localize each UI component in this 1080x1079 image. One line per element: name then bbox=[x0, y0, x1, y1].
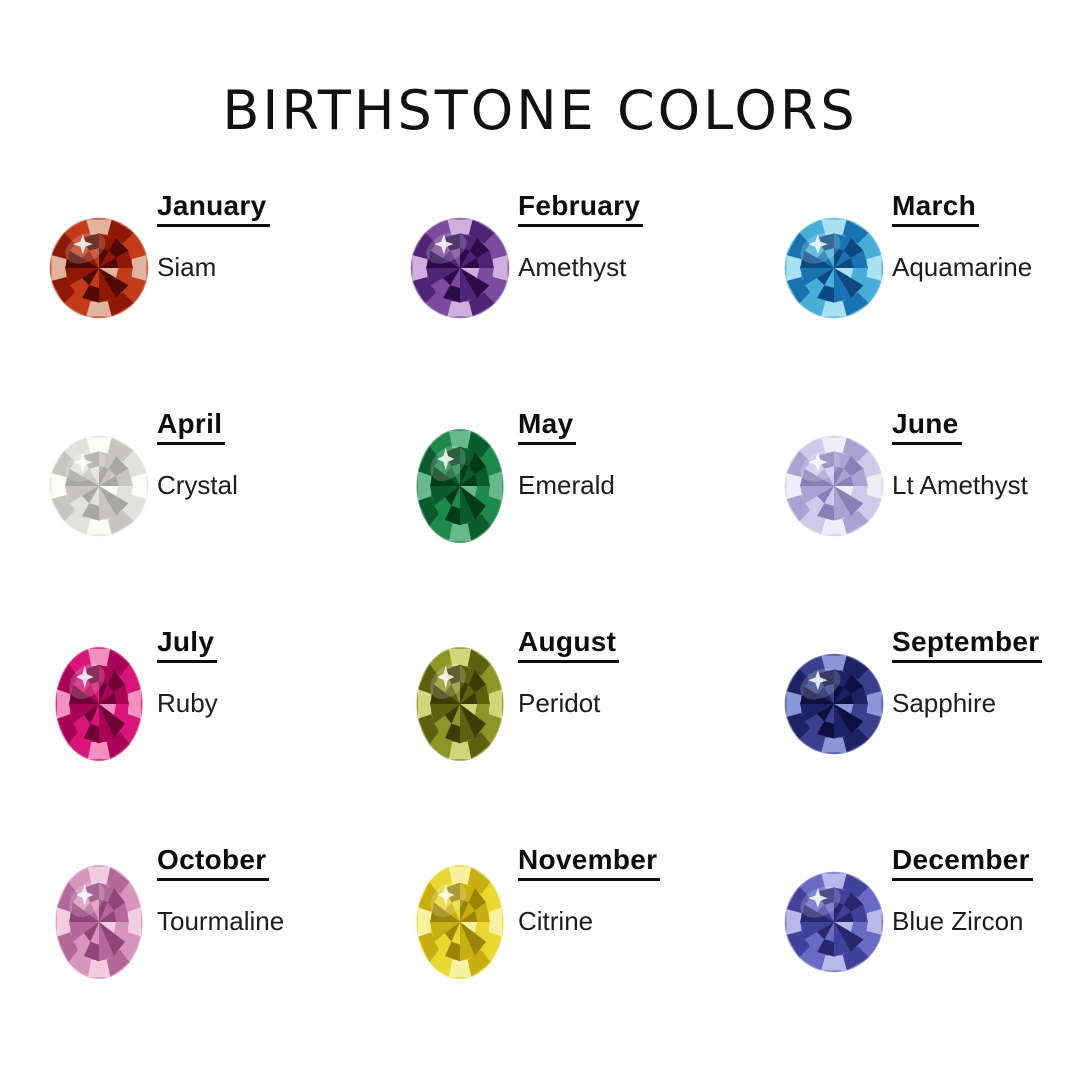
gem-image bbox=[409, 638, 511, 770]
stone-label: Siam bbox=[157, 252, 217, 282]
month-cell bbox=[36, 404, 397, 622]
gem-image bbox=[783, 420, 885, 552]
month-label: November bbox=[518, 846, 660, 881]
stone-label: Peridot bbox=[518, 688, 601, 718]
month-label: May bbox=[518, 410, 576, 445]
month-cell bbox=[397, 840, 771, 1058]
stone-label: Sapphire bbox=[892, 688, 997, 718]
month-text-block bbox=[518, 404, 615, 500]
gem-image bbox=[48, 202, 150, 334]
gem-image bbox=[783, 856, 885, 988]
month-label: October bbox=[157, 846, 269, 881]
stone-label: Ruby bbox=[157, 688, 218, 718]
gem-image bbox=[409, 856, 511, 988]
month-label: March bbox=[892, 192, 979, 227]
stone-label: Tourmaline bbox=[157, 906, 285, 936]
stone-label: Lt Amethyst bbox=[892, 470, 1028, 500]
month-text-block bbox=[518, 622, 619, 718]
month-text-block bbox=[518, 840, 660, 936]
month-text-block bbox=[518, 186, 643, 282]
month-cell bbox=[397, 186, 771, 404]
gem-image bbox=[409, 420, 511, 552]
month-cell bbox=[397, 622, 771, 840]
gem-image bbox=[783, 638, 885, 770]
page-title: BIRTHSTONE COLORS bbox=[222, 79, 858, 142]
gem-image bbox=[48, 420, 150, 552]
stone-label: Citrine bbox=[518, 906, 594, 936]
stone-label: Aquamarine bbox=[892, 252, 1033, 282]
month-cell bbox=[36, 186, 397, 404]
month-cell bbox=[771, 622, 1066, 840]
stone-label: Amethyst bbox=[518, 252, 627, 282]
month-text-block bbox=[892, 186, 1032, 282]
month-text-block bbox=[157, 404, 238, 500]
month-text-block bbox=[157, 622, 218, 718]
month-label: April bbox=[157, 410, 225, 445]
month-text-block bbox=[892, 840, 1033, 936]
stone-label: Emerald bbox=[518, 470, 615, 500]
stone-label: Blue Zircon bbox=[892, 906, 1024, 936]
month-text-block bbox=[157, 186, 270, 282]
month-cell bbox=[397, 404, 771, 622]
month-text-block bbox=[157, 840, 284, 936]
month-label: July bbox=[157, 628, 217, 663]
month-cell bbox=[771, 404, 1066, 622]
month-label: December bbox=[892, 846, 1033, 881]
months-grid bbox=[0, 186, 1080, 1058]
month-text-block bbox=[892, 622, 1042, 718]
month-cell bbox=[36, 840, 397, 1058]
month-label: June bbox=[892, 410, 962, 445]
month-cell bbox=[771, 840, 1066, 1058]
month-label: January bbox=[157, 192, 270, 227]
month-label: February bbox=[518, 192, 643, 227]
month-cell bbox=[771, 186, 1066, 404]
month-cell bbox=[36, 622, 397, 840]
gem-image bbox=[409, 202, 511, 334]
gem-image bbox=[783, 202, 885, 334]
gem-image bbox=[48, 638, 150, 770]
month-label: September bbox=[892, 628, 1042, 663]
month-label: August bbox=[518, 628, 619, 663]
stone-label: Crystal bbox=[157, 470, 238, 500]
gem-image bbox=[48, 856, 150, 988]
month-text-block bbox=[892, 404, 1028, 500]
